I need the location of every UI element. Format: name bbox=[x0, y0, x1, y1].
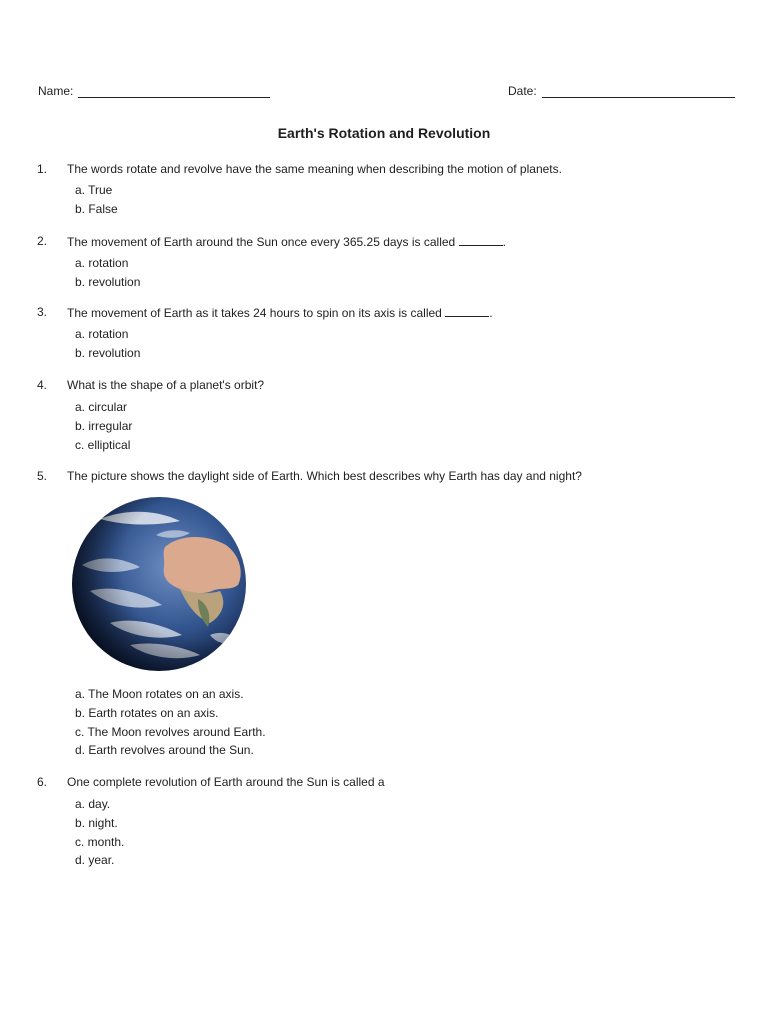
earth-globe-image bbox=[70, 495, 248, 673]
answer-option[interactable]: a. rotation bbox=[75, 256, 129, 270]
question-1 bbox=[0, 162, 768, 216]
answer-option[interactable]: a. True bbox=[75, 183, 113, 197]
question-6 bbox=[0, 775, 768, 868]
worksheet-title: Earth's Rotation and Revolution bbox=[277, 125, 491, 141]
name-label: Name: bbox=[38, 84, 74, 98]
question-number: 1. bbox=[37, 162, 48, 176]
answer-option[interactable]: a. day. bbox=[75, 797, 111, 811]
date-label: Date: bbox=[508, 84, 537, 98]
date-field bbox=[508, 84, 735, 98]
answer-options bbox=[75, 398, 132, 454]
question-3 bbox=[0, 305, 768, 360]
answer-options bbox=[75, 685, 266, 760]
question-text: One complete revolution of Earth around the Sun is called a bbox=[67, 775, 385, 789]
answer-option[interactable]: b. irregular bbox=[75, 418, 133, 433]
question-number: 6. bbox=[37, 775, 48, 789]
question-5 bbox=[0, 469, 768, 758]
name-blank-line[interactable] bbox=[78, 85, 270, 98]
question-number: 2. bbox=[37, 234, 48, 248]
answer-options bbox=[75, 254, 140, 292]
answer-options bbox=[75, 795, 124, 870]
answer-option[interactable]: c. month. bbox=[75, 834, 125, 849]
question-text: The movement of Earth around the Sun once every 365.25 days is called . bbox=[67, 235, 506, 249]
question-2 bbox=[0, 234, 768, 289]
answer-option[interactable]: c. The Moon revolves around Earth. bbox=[75, 724, 266, 739]
answer-option[interactable]: b. Earth rotates on an axis. bbox=[75, 705, 219, 720]
question-number: 5. bbox=[37, 469, 48, 483]
answer-blank[interactable] bbox=[445, 305, 489, 317]
answer-option[interactable]: b. revolution bbox=[75, 274, 141, 289]
answer-option[interactable]: a. The Moon rotates on an axis. bbox=[75, 687, 244, 701]
question-text: The picture shows the daylight side of Earth. Which best describes why Earth has day and night? bbox=[67, 469, 582, 483]
date-blank-line[interactable] bbox=[542, 85, 735, 98]
answer-option[interactable]: c. elliptical bbox=[75, 437, 131, 452]
answer-option[interactable]: a. circular bbox=[75, 400, 128, 414]
question-text: What is the shape of a planet's orbit? bbox=[67, 378, 265, 392]
question-4 bbox=[0, 378, 768, 452]
name-field bbox=[38, 84, 270, 98]
answer-option[interactable]: d. year. bbox=[75, 853, 115, 868]
answer-option[interactable]: b. revolution bbox=[75, 345, 141, 360]
answer-option[interactable]: b. False bbox=[75, 201, 118, 216]
question-number: 4. bbox=[37, 378, 48, 392]
answer-options bbox=[75, 181, 118, 219]
answer-option[interactable]: a. rotation bbox=[75, 327, 129, 341]
question-text: The words rotate and revolve have the same meaning when describing the motion of planets. bbox=[67, 162, 562, 176]
question-text: The movement of Earth as it takes 24 hours to spin on its axis is called . bbox=[67, 306, 493, 320]
answer-options bbox=[75, 325, 140, 363]
answer-option[interactable]: b. night. bbox=[75, 815, 118, 830]
answer-option[interactable]: d. Earth revolves around the Sun. bbox=[75, 743, 254, 758]
question-number: 3. bbox=[37, 305, 48, 319]
answer-blank[interactable] bbox=[459, 234, 503, 246]
